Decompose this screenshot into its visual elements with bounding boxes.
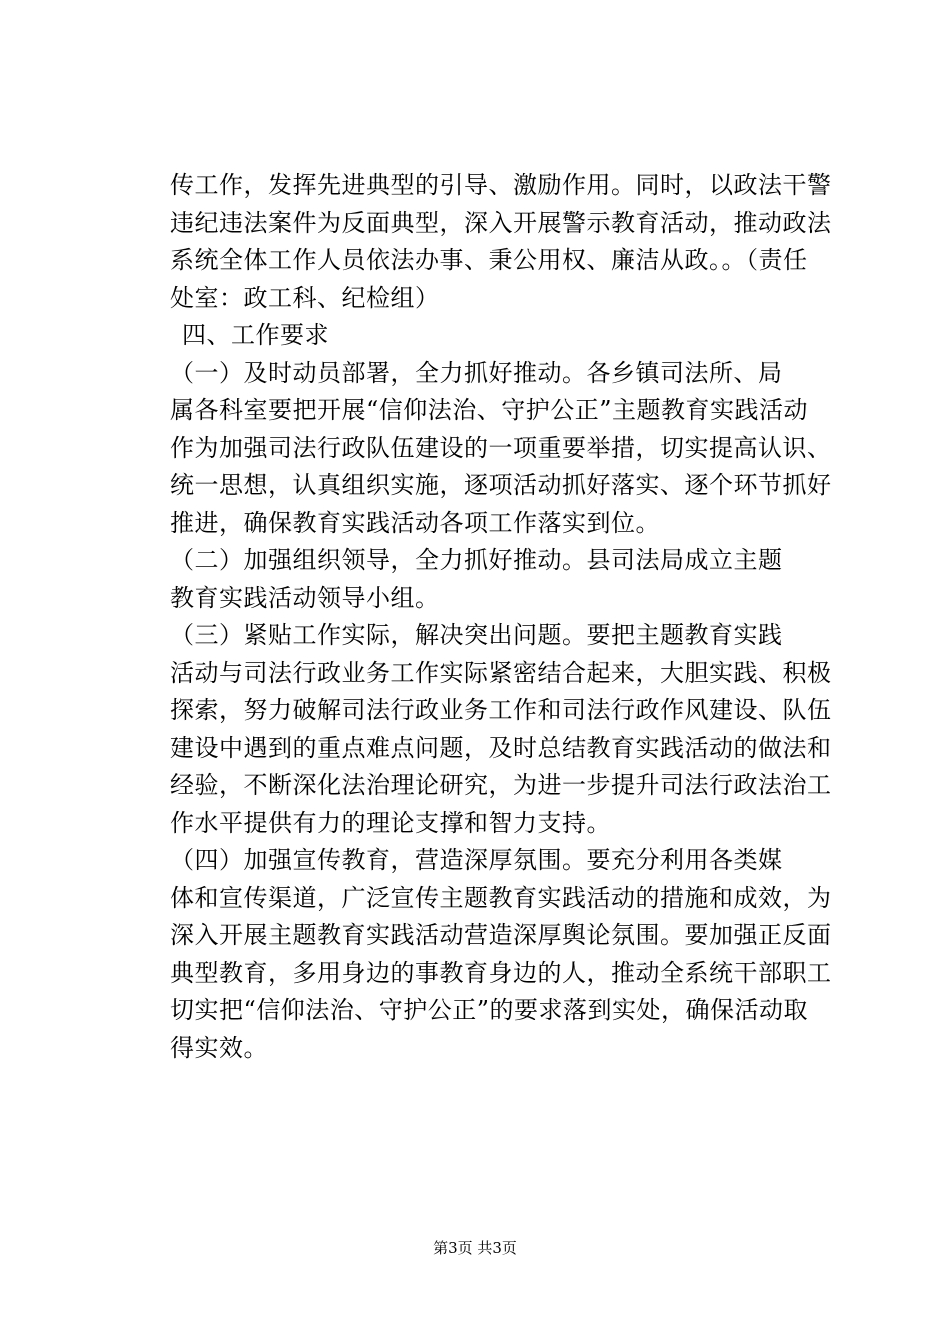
text-line: 推进，确保教育实践活动各项工作落实到位。 — [170, 508, 660, 537]
text-line: 建设中遇到的重点难点问题，及时总结教育实践活动的做法和 — [170, 733, 832, 762]
page-number-label: 第3页 共3页 — [433, 1239, 517, 1257]
text-line: 得实效。 — [170, 1033, 268, 1062]
text-line: 典型教育，多用身边的事教育身边的人，推动全系统干部职工 — [170, 958, 832, 987]
text-line: 教育实践活动领导小组。 — [170, 583, 440, 612]
paragraph-first-line: （一）及时动员部署，全力抓好推动。各乡镇司法所、局 — [170, 358, 783, 387]
text-line: 作为加强司法行政队伍建设的一项重要举措，切实提高认识、 — [170, 433, 832, 462]
paragraph-first-line: （二）加强组织领导，全力抓好推动。县司法局成立主题 — [170, 546, 783, 574]
document-body — [170, 167, 832, 1067]
text-line: 活动与司法行政业务工作实际紧密结合起来，大胆实践、积极 — [170, 658, 832, 687]
text-line: 作水平提供有力的理论支撑和智力支持。 — [170, 808, 611, 837]
text-line: 经验，不断深化法治理论研究，为进一步提升司法行政法治工 — [170, 771, 832, 799]
page-footer — [0, 1238, 950, 1258]
text-line: 处室：政工科、纪检组） — [170, 283, 440, 312]
text-line: 系统全体工作人员依法办事、秉公用权、廉洁从政。。（责任 — [170, 246, 808, 274]
paragraph-first-line: （四）加强宣传教育，营造深厚氛围。要充分利用各类媒 — [170, 846, 783, 874]
text-line: 传工作，发挥先进典型的引导、激励作用。同时，以政法干警 — [170, 171, 832, 199]
text-line: 违纪违法案件为反面典型，深入开展警示教育活动，推动政法 — [170, 208, 832, 237]
text-line: 探索，努力破解司法行政业务工作和司法行政作风建设、队伍 — [170, 696, 832, 724]
text-line: 深入开展主题教育实践活动营造深厚舆论氛围。要加强正反面 — [170, 921, 832, 949]
text-line: 统一思想，认真组织实施，逐项活动抓好落实、逐个环节抓好 — [170, 471, 832, 499]
paragraph-first-line: （三）紧贴工作实际，解决突出问题。要把主题教育实践 — [170, 621, 783, 649]
text-line: 切实把“信仰法治、守护公正”的要求落到实处，确保活动取 — [170, 996, 809, 1024]
section-heading: 四、工作要求 — [182, 321, 329, 349]
text-line: 属各科室要把开展“信仰法治、守护公正”主题教育实践活动 — [170, 396, 809, 424]
text-line: 体和宣传渠道，广泛宣传主题教育实践活动的措施和成效，为 — [170, 883, 832, 912]
